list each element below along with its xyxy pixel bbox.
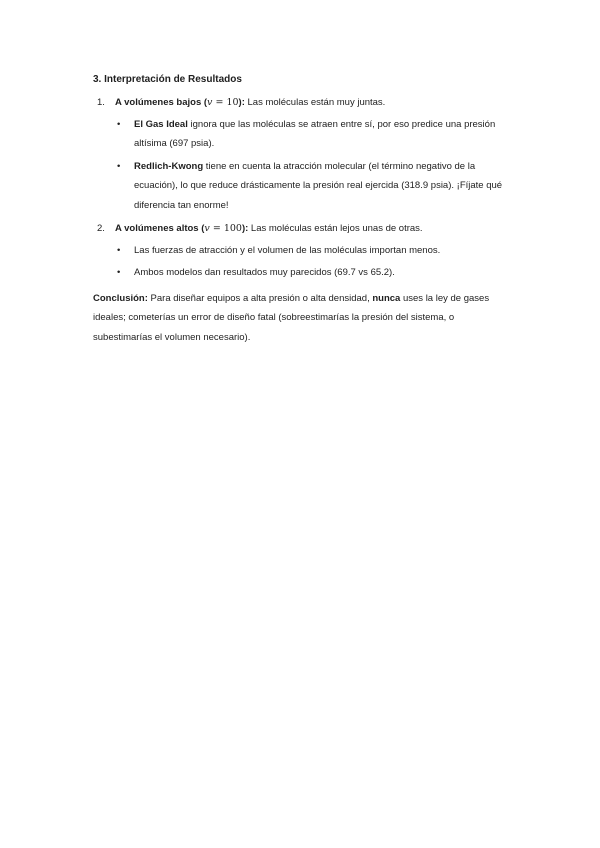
list-item [93,93,513,215]
conclusion-label: Conclusión: [93,292,148,304]
list-item [93,219,513,283]
sub-list [115,115,513,216]
bullet-icon: • [117,267,121,278]
bullet-text: Ambos modelos dan resultados muy parecidos (69.7 vs 65.2). [134,267,395,278]
document-page [93,70,513,347]
bullet-icon: • [117,160,121,172]
sub-list-item [115,115,513,154]
results-list [93,93,513,283]
item-number: 1. [97,97,105,108]
sub-list-item [115,157,513,216]
bullet-strong: El Gas Ideal [134,118,188,130]
bullet-text: Las fuerzas de atracción y el volumen de las moléculas importan menos. [134,244,441,256]
bullet-text: tiene en cuenta la atracción molecular (el término negativo de la ecuación), lo que reduce drásticamente la presión real ejercida (318.9 psia). ¡Fíjate qué diferencia tan enorme! [134,160,503,211]
conclusion-text: uses la ley de gases ideales; cometerías un error de diseño fatal (sobreestimarías la presión del sistema, o subestimarías el volumen necesario). [93,292,490,343]
bullet-text: ignora que las moléculas se atraen entre sí, por eso predice una presión altísima (697 psia). [134,118,496,149]
conclusion-paragraph [93,289,513,348]
section-title: 3. Interpretación de Resultados [93,74,242,85]
bullet-strong: Redlich-Kwong [134,160,204,172]
math-expression: v = 100 [204,223,242,234]
bullet-icon: • [117,244,121,256]
sub-list-item [115,241,513,261]
item-lead: A volúmenes altos (v = 100): [115,223,249,234]
conclusion-text: Para diseñar equipos a alta presión o alta densidad, [147,292,373,304]
bullet-icon: • [117,118,121,130]
sub-list [115,241,513,283]
sub-list-item [115,263,513,283]
math-expression: v = 10 [207,97,239,108]
conclusion-emphasis: nunca [372,292,401,304]
item-number: 2. [97,223,105,234]
item-lead: A volúmenes bajos (v = 10): [115,97,245,108]
item-text: Las moléculas están muy juntas. [244,97,386,108]
item-text: Las moléculas están lejos unas de otras. [248,223,423,234]
